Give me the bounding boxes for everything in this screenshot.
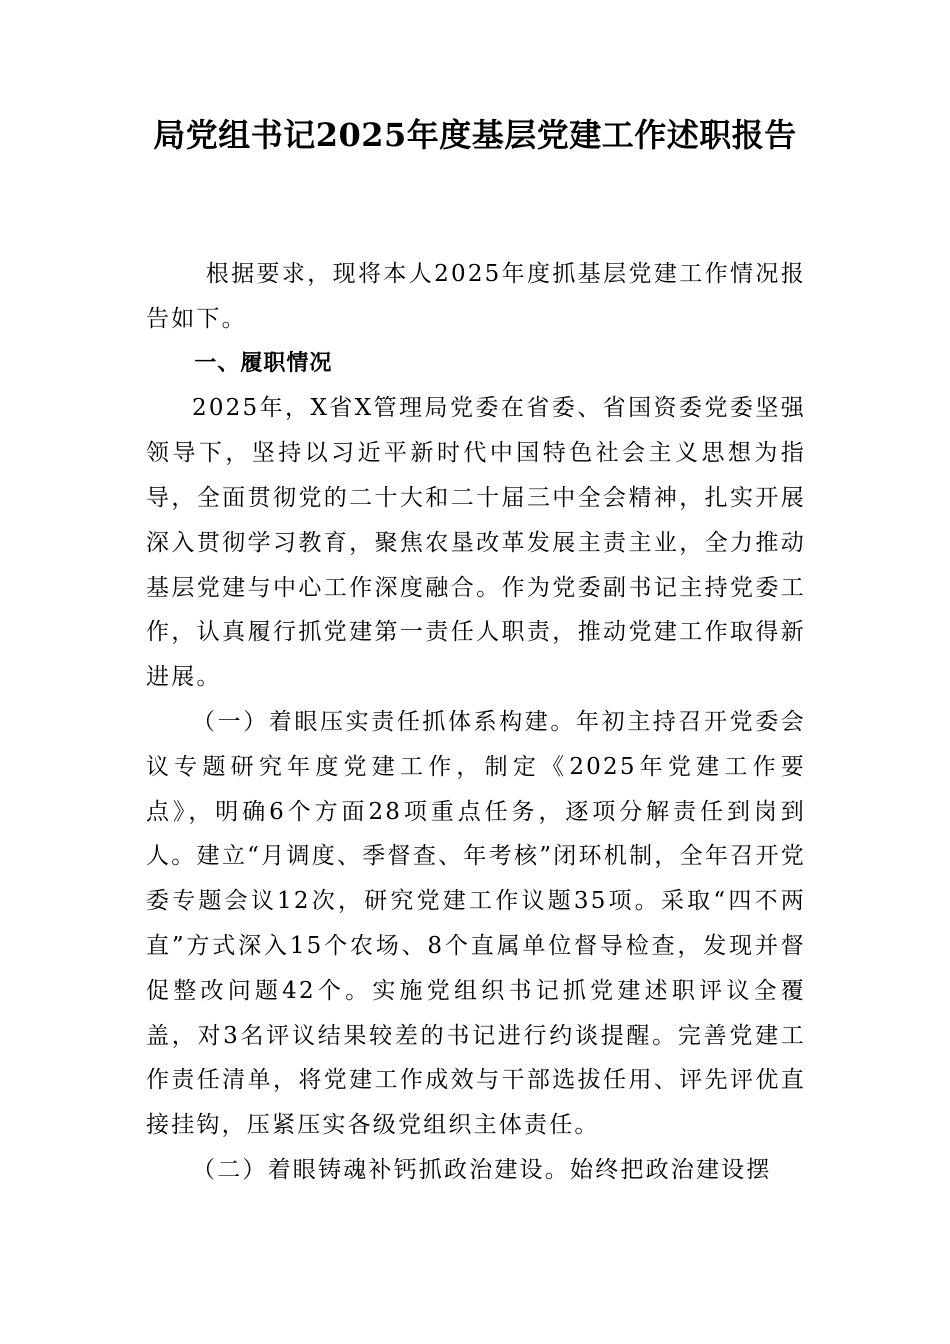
- section-paragraph-duties: 2025年，X省X管理局党委在省委、省国资委党委坚强领导下，坚持以习近平新时代中国特色社会主义思想为指导，全面贯彻党的二十大和二十届三中全会精神，扎实开展深入贯彻学习教育，聚焦农垦改革发展主责主业，全力推动基层党建与中心工作深度融合。作为党委副书记主持党委工作，认真履行抓党建第一责任人职责，推动党建工作取得新进展。: [146, 395, 806, 691]
- item-subtitle-political: （二）着眼铸魂补钙抓政治建设。: [192, 1156, 570, 1183]
- item-text-political: 始终把政治建设摆: [570, 1156, 772, 1183]
- document-title: 局党组书记2025年度基层党建工作述职报告: [153, 116, 797, 154]
- section-heading-duties: 一、履职情况: [194, 350, 333, 376]
- intro-paragraph: 根据要求，现将本人2025年度抓基层党建工作情况报告如下。: [146, 261, 806, 332]
- item-paragraph-political: [146, 1148, 806, 1193]
- item-subtitle-responsibility: （一）着眼压实责任抓体系构建。: [192, 708, 576, 735]
- document-body: [146, 252, 806, 1193]
- item-paragraph-responsibility: [146, 700, 806, 1148]
- item-text-responsibility: 年初主持召开党委会议专题研究年度党建工作，制定《2025年党建工作要点》，明确6个方面28项重点任务，逐项分解责任到岗到人。建立“月调度、季督查、年考核”闭环机制，全年召开党委专题会议12次，研究党建工作议题35项。采取“四不两直”方式深入15个农场、8个直属单位督导检查，发现并督促整改问题42个。实施党组织书记抓党建述职评议全覆盖，对3名评议结果较差的书记进行约谈提醒。完善党建工作责任清单，将党建工作成效与干部选拔任用、评先评优直接挂钩，压紧压实各级党组织主体责任。: [146, 708, 806, 1139]
